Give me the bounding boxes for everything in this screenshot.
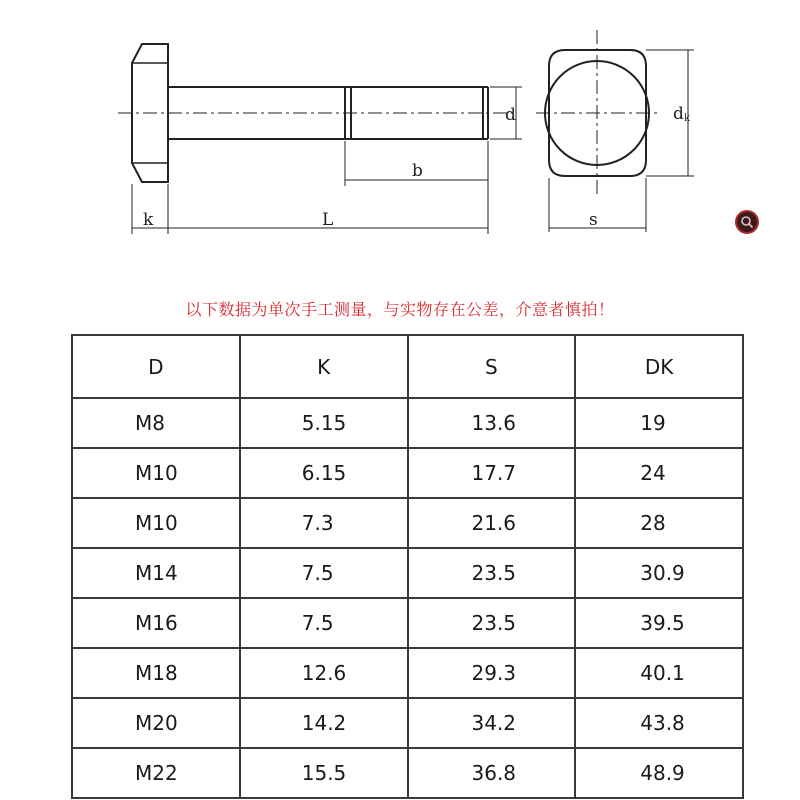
bolt-spec-table — [71, 334, 744, 799]
table-row — [72, 548, 743, 598]
cell-k: 15.5 — [240, 748, 408, 798]
table-header-row — [72, 335, 743, 398]
cell-s: 23.5 — [408, 548, 576, 598]
cell-s: 29.3 — [408, 648, 576, 698]
table-row — [72, 748, 743, 798]
label-L: L — [322, 210, 334, 230]
table-row — [72, 598, 743, 648]
header-s: S — [408, 335, 576, 398]
cell-k: 5.15 — [240, 398, 408, 448]
cell-d: M16 — [72, 598, 240, 648]
cell-d: M18 — [72, 648, 240, 698]
cell-dk: 24 — [575, 448, 743, 498]
header-dk: DK — [575, 335, 743, 398]
cell-d: M14 — [72, 548, 240, 598]
cell-k: 14.2 — [240, 698, 408, 748]
cell-k: 7.5 — [240, 548, 408, 598]
table-row — [72, 448, 743, 498]
cell-dk: 39.5 — [575, 598, 743, 648]
cell-dk: 48.9 — [575, 748, 743, 798]
table-row — [72, 698, 743, 748]
cell-s: 17.7 — [408, 448, 576, 498]
cell-k: 6.15 — [240, 448, 408, 498]
cell-dk: 43.8 — [575, 698, 743, 748]
table-row — [72, 498, 743, 548]
cell-dk: 40.1 — [575, 648, 743, 698]
cell-k: 7.3 — [240, 498, 408, 548]
tolerance-note: 以下数据为单次手工测量，与实物存在公差，介意者慎拍！ — [185, 300, 615, 319]
cell-d: M8 — [72, 398, 240, 448]
cell-dk: 28 — [575, 498, 743, 548]
cell-s: 36.8 — [408, 748, 576, 798]
cell-s: 13.6 — [408, 398, 576, 448]
cell-k: 7.5 — [240, 598, 408, 648]
label-k: k — [143, 210, 154, 230]
bolt-technical-drawing — [0, 0, 800, 260]
search-icon — [740, 215, 754, 229]
header-d: D — [72, 335, 240, 398]
label-b: b — [412, 161, 423, 181]
label-dk-sub: k — [684, 113, 691, 124]
dimension-labels — [143, 104, 691, 230]
cell-d: M10 — [72, 498, 240, 548]
search-button[interactable] — [735, 210, 759, 234]
cell-dk: 19 — [575, 398, 743, 448]
cell-k: 12.6 — [240, 648, 408, 698]
cell-d: M22 — [72, 748, 240, 798]
table-row — [72, 648, 743, 698]
label-s: s — [589, 210, 598, 230]
cell-dk: 30.9 — [575, 548, 743, 598]
label-d: d — [505, 105, 516, 125]
header-k: K — [240, 335, 408, 398]
cell-s: 34.2 — [408, 698, 576, 748]
cell-d: M10 — [72, 448, 240, 498]
cell-d: M20 — [72, 698, 240, 748]
cell-s: 23.5 — [408, 598, 576, 648]
cell-s: 21.6 — [408, 498, 576, 548]
label-dk: d — [673, 104, 684, 124]
table-row — [72, 398, 743, 448]
